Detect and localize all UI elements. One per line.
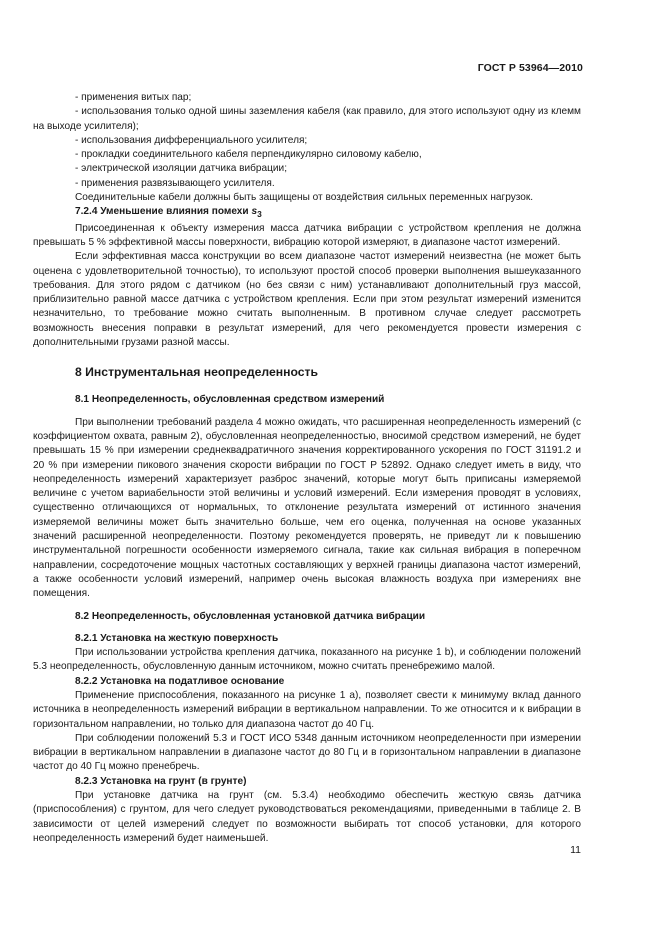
paragraph: Применение приспособления, показанного на рисунке 1 а), позволяет свести к минимуму вклад данного источника в неопределенность измерений вибрации в вертикальном направлении. То же относится и к вибрации в горизонтальном направлении, но только для диапазона частот до 40 Гц. (33, 690, 581, 730)
heading-text: 7.2.4 Уменьшение влияния помехи (75, 206, 249, 218)
paragraph: Присоединенная к объекту измерения масса датчика вибрации с устройством крепления не должна превышать 5 % эффективной массы поверхности, вибрацию которой измеряют, в диапазоне частот измерений. (33, 222, 581, 248)
subsection-heading-8-2-3: 8.2.3 Установка на грунт (в грунте) (75, 775, 247, 787)
list-item: - использования только одной шины заземления кабеля (как правило, для этого используют одну из клемм на выходе усилителя); (33, 106, 581, 132)
list-item: - электрической изоляции датчика вибрации; (75, 163, 287, 175)
paragraph: При соблюдении положений 5.3 и ГОСТ ИСО 5348 данным источником неопределенности при измерении вибрации в вертикальном направлении в диапазоне частот до 80 Гц и в горизонтальном направлении в диапазоне частот до 40 Гц можно пренебречь. (33, 732, 581, 773)
paragraph: Соединительные кабели должны быть защищены от воздействия сильных переменных нагрузок. (75, 192, 534, 204)
list-item: - применения развязывающего усилителя. (75, 177, 275, 189)
subsection-heading-8-1: 8.1 Неопределенность, обусловленная средством измерений (75, 394, 385, 406)
page-content (33, 91, 581, 846)
list-item: - прокладки соединительного кабеля перпендикулярно силовому кабелю, (75, 149, 422, 161)
symbol: s (251, 206, 258, 218)
subsection-heading-8-2: 8.2 Неопределенность, обусловленная установкой датчика вибрации (75, 610, 426, 622)
page-number: 11 (570, 844, 581, 856)
paragraph: Если эффективная масса конструкции во всем диапазоне частот измерений неизвестна (не может быть оценена с удовлетворительной точностью), то используют простой способ проверки выполнения вышеуказанного требования. Для этого рядом с датчиком (но без связи с ним) устанавливают дополнительный груз массой, приблизительно равной массе датчика с устройством крепления. Если при этом результат измерений изменится незначительно, то требование можно считать выполненным. В противном случае следует рассмотреть возможность внесения поправки в результат измерений, для чего рекомендуется провести измерения с дополнительными грузами разной массы. (33, 251, 581, 349)
paragraph: При выполнении требований раздела 4 можно ожидать, что расширенная неопределенность измерений (с коэффициентом охвата, равным 2), обусловленная неопределенностью, вносимой средством измерений, не будет превышать 15 % при измерении среднеквадратичного значения корректированного ускорения по ГОСТ 31191.2 и 20 % при измерении пикового значения скорости вибрации по ГОСТ Р 52892. Однако следует иметь в виду, что неопределенность измерений характеризует разброс значений, которые могут быть приписаны измеряемой величине с учетом вариабельности этой величины и условий измерений. Если измерения проводят в условиях, существенно отличающихся от нормальных, то отклонение результата измерений от истинного значения измеряемой величины может быть значительно больше, чем его оценка, полученная на основе указанных значений расширенной неопределенности. Поэтому рекомендуется проверять, не приведут ли к повышению инструментальной погрешности особенности измеряемого сигнала, такие как сильная вибрация в поперечном направлении, сосредоточение мощных частотных составляющих у верхней границы диапазона частот измерений, а также особенности условий измерений, например очень высокая влажность воздуха при измерениях вне помещения. (33, 416, 581, 600)
paragraph: При установке датчика на грунт (см. 5.3.4) необходимо обеспечить жесткую связь датчика (приспособления) с грунтом, для чего следует руководствоваться рекомендациями, приведенными в таблице 2. В зависимости от целей измерений следует по возможности выбирать тот способ установки, для которого неопределенность измерений будет наименьшей. (33, 790, 581, 844)
subsection-heading-7-2-4 (33, 205, 581, 221)
section-title-8: 8 Инструментальная неопределенность (75, 365, 318, 380)
paragraph: При использовании устройства крепления датчика, показанного на рисунке 1 b), и соблюдении положений 5.3 неопределенность, обусловленную данным источником, можно считать пренебрежимо малой. (33, 647, 581, 673)
subsection-heading-8-2-1: 8.2.1 Установка на жесткую поверхность (75, 632, 279, 644)
document-header: ГОСТ Р 53964—2010 (477, 62, 583, 74)
list-item: - использования дифференциального усилителя; (75, 134, 308, 146)
subsection-heading-8-2-2: 8.2.2 Установка на податливое основание (75, 675, 285, 687)
list-item: - применения витых пар; (75, 92, 192, 103)
symbol-subscript: 3 (257, 209, 262, 220)
